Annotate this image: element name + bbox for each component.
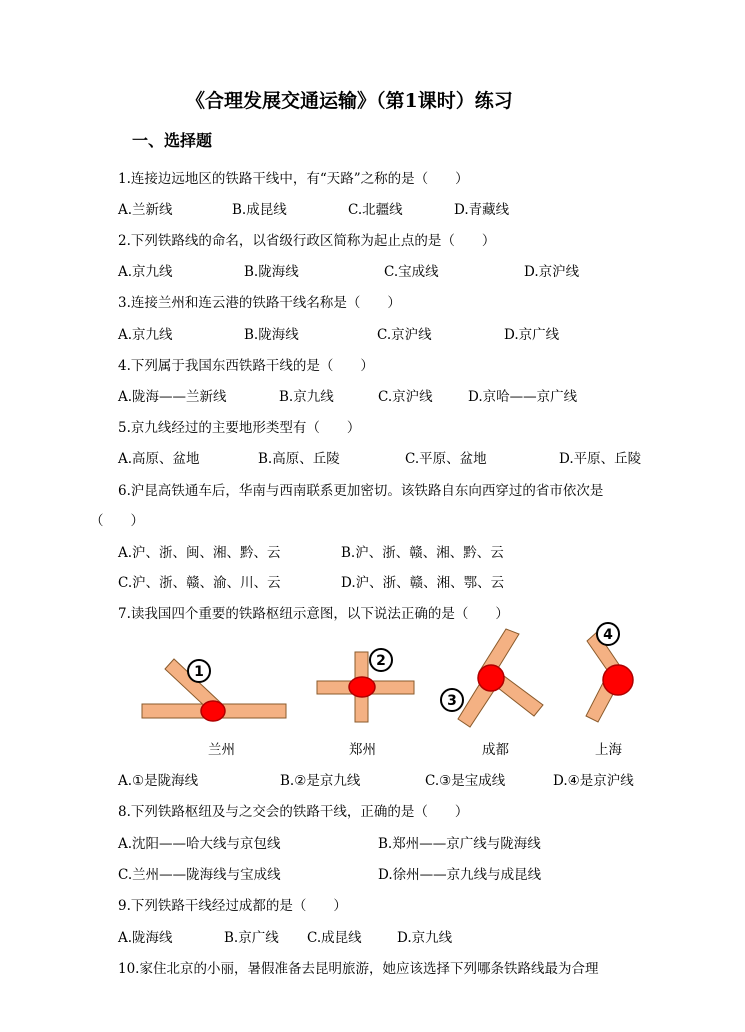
q1-option-d: D.青藏线 <box>454 202 510 218</box>
shanghai-hub-node <box>603 665 633 695</box>
hub-label-zhengzhou: 郑州 <box>349 742 376 758</box>
question-10: 10.家住北京的小丽，暑假准备去昆明旅游，她应该选择下列哪条铁路线最为合理 <box>118 961 599 977</box>
q6-option-d: D.沪、浙、赣、湘、鄂、云 <box>341 575 505 591</box>
q5-option-d: D.平原、丘陵 <box>559 451 642 467</box>
q3-option-a: A.京九线 <box>118 327 173 343</box>
q8-option-d: D.徐州——京九线与成昆线 <box>378 867 542 883</box>
q2-option-b: B.陇海线 <box>244 264 299 280</box>
q8-option-b: B.郑州——京广线与陇海线 <box>378 836 541 852</box>
hub-label-shanghai: 上海 <box>595 742 622 758</box>
marker-1-label: 1 <box>194 664 204 680</box>
q6-option-b: B.沪、浙、赣、湘、黔、云 <box>341 545 504 561</box>
question-5: 5.京九线经过的主要地形类型有（ ） <box>118 420 361 436</box>
question-2: 2.下列铁路线的命名，以省级行政区简称为起止点的是（ ） <box>118 233 496 249</box>
question-3: 3.连接兰州和连云港的铁路干线名称是（ ） <box>118 295 401 311</box>
question-6-continuation: （ ） <box>90 513 144 529</box>
marker-4-label: 4 <box>603 627 613 643</box>
q9-option-b: B.京广线 <box>224 930 279 946</box>
q9-option-c: C.成昆线 <box>307 930 362 946</box>
lanzhou-hub-node <box>201 701 225 721</box>
question-7: 7.读我国四个重要的铁路枢纽示意图，以下说法正确的是（ ） <box>118 606 509 622</box>
q5-option-b: B.高原、丘陵 <box>258 451 340 467</box>
question-6: 6.沪昆高铁通车后，华南与西南联系更加密切。该铁路自东向西穿过的省市依次是 <box>118 483 604 499</box>
q9-option-d: D.京九线 <box>397 930 453 946</box>
q4-option-b: B.京九线 <box>279 389 334 405</box>
zhengzhou-hub-node <box>349 677 375 697</box>
question-9: 9.下列铁路干线经过成都的是（ ） <box>118 898 347 914</box>
q1-option-c: C.北疆线 <box>348 202 403 218</box>
q4-option-c: C.京沪线 <box>378 389 433 405</box>
q2-option-d: D.京沪线 <box>524 264 580 280</box>
q8-option-c: C.兰州——陇海线与宝成线 <box>118 867 281 883</box>
q8-option-a: A.沈阳——哈大线与京包线 <box>118 836 281 852</box>
q4-option-d: D.京哈——京广线 <box>468 389 578 405</box>
q1-option-b: B.成昆线 <box>232 202 287 218</box>
q2-option-a: A.京九线 <box>118 264 173 280</box>
question-8: 8.下列铁路枢纽及与之交会的铁路干线，正确的是（ ） <box>118 804 469 820</box>
q1-option-a: A.兰新线 <box>118 202 173 218</box>
hub-label-lanzhou: 兰州 <box>208 742 235 758</box>
marker-2-label: 2 <box>376 653 386 669</box>
q7-option-c: C.③是宝成线 <box>425 773 506 789</box>
q7-option-a: A.①是陇海线 <box>118 773 199 789</box>
q7-option-b: B.②是京九线 <box>280 773 361 789</box>
q6-option-c: C.沪、浙、赣、渝、川、云 <box>118 575 281 591</box>
q3-option-c: C.京沪线 <box>377 327 432 343</box>
q7-option-d: D.④是京沪线 <box>553 773 634 789</box>
question-1: 1.连接边远地区的铁路干线中，有“天路”之称的是（ ） <box>118 171 469 187</box>
hub-label-chengdu: 成都 <box>482 742 509 758</box>
q3-option-b: B.陇海线 <box>244 327 299 343</box>
q5-option-c: C.平原、盆地 <box>405 451 487 467</box>
q4-option-a: A.陇海——兰新线 <box>118 389 227 405</box>
section-heading: 一、选择题 <box>132 131 213 150</box>
q5-option-a: A.高原、盆地 <box>118 451 200 467</box>
page-title: 《合理发展交通运输》（第1课时）练习 <box>186 90 513 112</box>
chengdu-hub-node <box>478 665 504 691</box>
marker-3-label: 3 <box>447 693 457 709</box>
q9-option-a: A.陇海线 <box>118 930 173 946</box>
question-4: 4.下列属于我国东西铁路干线的是（ ） <box>118 358 374 374</box>
q6-option-a: A.沪、浙、闽、湘、黔、云 <box>118 545 281 561</box>
q2-option-c: C.宝成线 <box>384 264 439 280</box>
q3-option-d: D.京广线 <box>504 327 560 343</box>
